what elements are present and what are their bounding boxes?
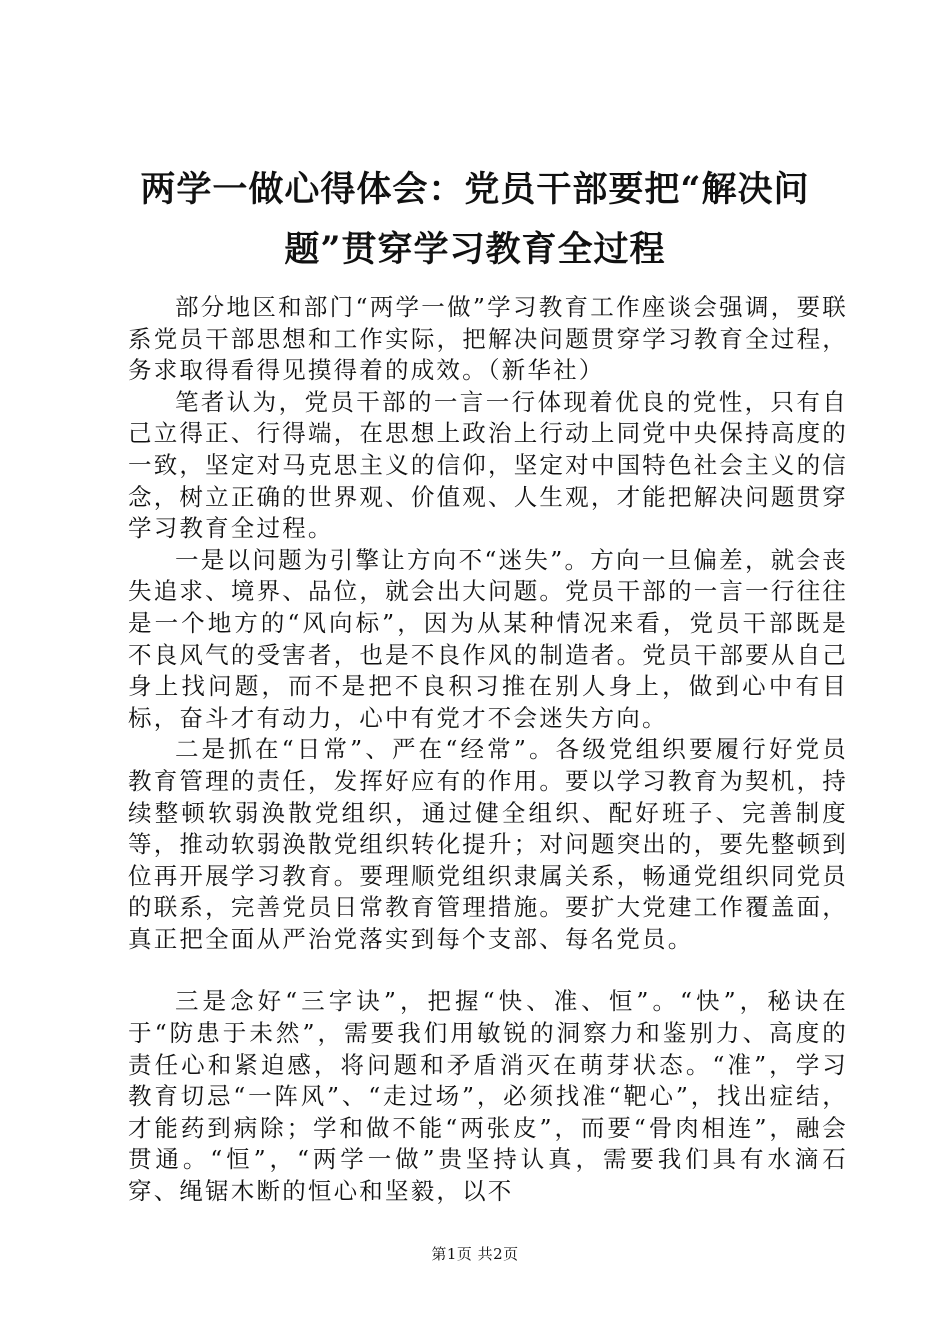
document-body bbox=[128, 292, 848, 1208]
paragraph-opinion: 笔者认为，党员干部的一言一行体现着优良的党性，只有自己立得正、行得端，在思想上政治上行动上同党中央保持高度的一致，坚定对马克思主义的信仰，坚定对中国特色社会主义的信念，树立正确的世界观、价值观、人生观，才能把解决问题贯穿学习教育全过程。 bbox=[128, 387, 848, 543]
page-number-footer: 第1页 共2页 bbox=[431, 1245, 519, 1263]
paragraph-point-two: 二是抓在“日常”、严在“经常”。各级党组织要履行好党员教育管理的责任，发挥好应有的作用。要以学习教育为契机，持续整顿软弱涣散党组织，通过健全组织、配好班子、完善制度等，推动软弱涣散党组织转化提升；对问题突出的，要先整顿到位再开展学习教育。要理顺党组织隶属关系，畅通党组织同党员的联系，完善党员日常教育管理措施。要扩大党建工作覆盖面，真正把全面从严治党落实到每个支部、每名党员。 bbox=[128, 735, 848, 953]
paragraph-point-one: 一是以问题为引擎让方向不“迷失”。方向一旦偏差，就会丧失追求、境界、品位，就会出大问题。党员干部的一言一行往往是一个地方的“风向标”，因为从某种情况来看，党员干部既是不良风气的受害者，也是不良作风的制造者。党员干部要从自己身上找问题，而不是把不良积习推在别人身上，做到心中有目标，奋斗才有动力，心中有党才不会迷失方向。 bbox=[128, 545, 848, 732]
document-title: 两学一做心得体会：党员干部要把“解决问题”贯穿学习教育全过程 bbox=[140, 169, 810, 270]
paragraph-point-three: 三是念好“三字诀”，把握“快、准、恒”。“快”，秘诀在于“防患于未然”，需要我们用敏锐的洞察力和鉴别力、高度的责任心和紧迫感，将问题和矛盾消灭在萌芽状态。“准”，学习教育切忌“一阵风”、“走过场”，必须找准“靶心”，找出症结，才能药到病除；学和做不能“两张皮”，而要“骨肉相连”，融会贯通。“恒”，“两学一做”贵坚持认真，需要我们具有水滴石穿、绳锯木断的恒心和坚毅，以不 bbox=[128, 987, 848, 1206]
paragraph-intro: 部分地区和部门“两学一做”学习教育工作座谈会强调，要联系党员干部思想和工作实际，把解决问题贯穿学习教育全过程，务求取得看得见摸得着的成效。（新华社） bbox=[128, 293, 848, 385]
